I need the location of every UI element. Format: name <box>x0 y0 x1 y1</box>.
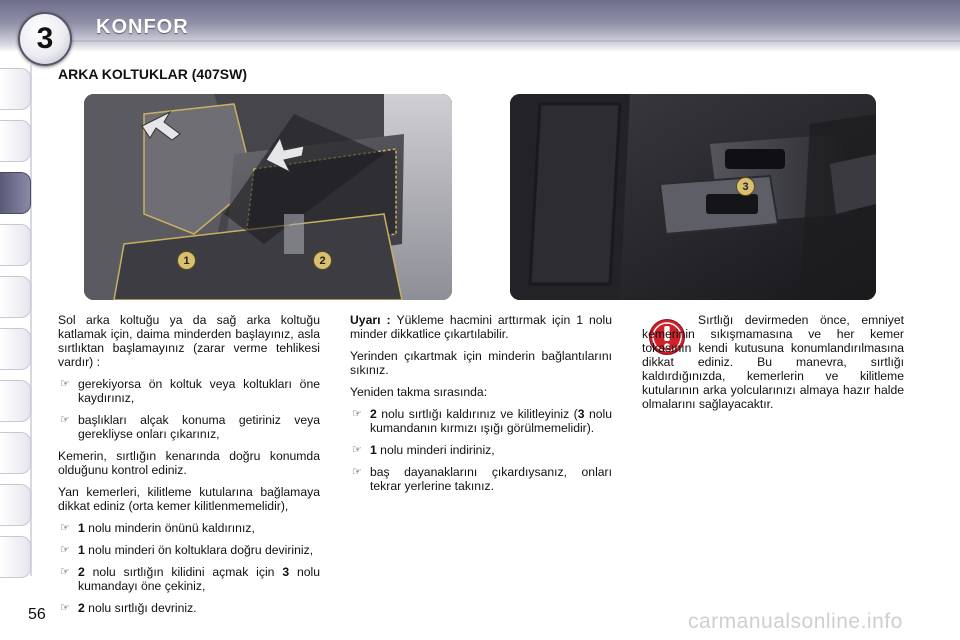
hand-pointer-icon: ☞ <box>60 378 70 390</box>
chapter-tab-rail <box>0 64 34 576</box>
step-text: nolu kumandanın kırmızı ışığı görülmemelidir). <box>370 407 612 435</box>
intro-paragraph: Sol arka koltuğu ya da sağ arka koltuğu katlamak için, daima minderden başlayınız, asla sırtlıktan başlamayınız (zarar verme tehlikesi vardır) : <box>58 313 320 369</box>
step-text: nolu minderi ön koltuklara doğru deviriniz, <box>84 543 314 557</box>
hand-pointer-icon: ☞ <box>60 602 70 614</box>
rear-seat-fold-illustration <box>84 94 452 300</box>
step-item <box>350 443 612 457</box>
warning-label: Uyarı : <box>350 313 397 327</box>
hand-pointer-icon: ☞ <box>60 566 70 578</box>
chapter-tab-1[interactable] <box>0 68 31 110</box>
header-rule <box>52 40 960 42</box>
chapter-tab-3-active[interactable] <box>0 172 31 214</box>
step-text: nolu sırtlığı kaldırınız ve kilitleyiniz ( <box>376 407 578 421</box>
callout-3: 3 <box>736 177 755 196</box>
bullet-text: gerekiyorsa ön koltuk veya koltukları öne kaydırınız, <box>78 377 320 405</box>
chapter-title: KONFOR <box>96 16 189 38</box>
chapter-tab-9[interactable] <box>0 484 31 526</box>
callout-1: 1 <box>177 251 196 270</box>
step-number: 1 <box>78 543 85 557</box>
step-item <box>58 565 320 593</box>
step-text: nolu minderi indiriniz, <box>376 443 495 457</box>
chapter-tab-5[interactable] <box>0 276 31 318</box>
step-text: nolu sırtlığın kilidini açmak için <box>84 565 283 579</box>
hand-pointer-icon: ☞ <box>60 414 70 426</box>
instructions-column-1 <box>58 313 320 623</box>
chapter-tab-6[interactable] <box>0 328 31 370</box>
removal-paragraph: Yerinden çıkartmak için minderin bağlantılarını sıkınız. <box>350 349 612 377</box>
hand-pointer-icon: ☞ <box>60 544 70 556</box>
chapter-tab-7[interactable] <box>0 380 31 422</box>
step-number: 3 <box>282 565 290 579</box>
step-number: 2 <box>370 407 377 421</box>
step-text: nolu minderin önünü kaldırınız, <box>84 521 255 535</box>
warning-text: Yükleme hacmini arttırmak için 1 nolu minder dikkatlice çıkartılabilir. <box>350 313 613 341</box>
hand-pointer-icon: ☞ <box>352 444 362 456</box>
callout-2: 2 <box>313 251 332 270</box>
belt-check-paragraph: Kemerin, sırtlığın kenarında doğru konumda olduğunu kontrol ediniz. <box>58 449 320 477</box>
caution-paragraph: Sırtlığı devirmeden önce, emniyet kemerinin sıkışmamasına ve her kemer tokasının kendi kutusuna konumlandırılmasına dikkat ediniz. Bu manevra, sırtlığı kaldırdığınızda, kemerlerin ve kilitleme kutularının arka yolcularınızı almaya hazır halde olmalarını sağlayacaktır. <box>642 313 904 411</box>
step-item <box>58 543 320 557</box>
hand-pointer-icon: ☞ <box>352 466 362 478</box>
hand-pointer-icon: ☞ <box>60 522 70 534</box>
step-number: 2 <box>78 601 85 615</box>
chapter-tab-4[interactable] <box>0 224 31 266</box>
bullet-item <box>58 413 320 441</box>
warning-paragraph <box>350 313 612 341</box>
chapter-tab-10[interactable] <box>0 536 31 578</box>
caution-column <box>642 313 904 419</box>
side-belts-paragraph: Yan kemerleri, kilitleme kutularına bağlamaya dikkat ediniz (orta kemer kilitlenmemelidir), <box>58 485 320 513</box>
step-text: baş dayanaklarını çıkardıysanız, onları tekrar yerlerine takınız. <box>370 465 612 493</box>
hand-pointer-icon: ☞ <box>352 408 362 420</box>
page-number: 56 <box>28 606 46 623</box>
backrest-release-illustration <box>510 94 876 300</box>
step-number: 1 <box>370 443 377 457</box>
step-item <box>58 521 320 535</box>
section-title: ARKA KOLTUKLAR (407SW) <box>58 66 247 82</box>
bullet-text: başlıkları alçak konuma getiriniz veya gerekliyse onları çıkarınız, <box>78 413 320 441</box>
step-item <box>350 465 612 493</box>
step-text: nolu kumandayı öne çekiniz, <box>78 565 320 593</box>
chapter-tab-2[interactable] <box>0 120 31 162</box>
step-number: 1 <box>78 521 85 535</box>
chapter-tab-8[interactable] <box>0 432 31 474</box>
bullet-item <box>58 377 320 405</box>
chapter-number-badge: 3 <box>18 12 72 66</box>
step-number: 3 <box>577 407 585 421</box>
step-number: 2 <box>78 565 85 579</box>
step-item <box>58 601 320 615</box>
watermark: carmanualsonline.info <box>688 610 903 633</box>
rear-seat-fold-photo <box>84 94 452 300</box>
step-item <box>350 407 612 435</box>
instructions-column-2 <box>350 313 612 501</box>
step-text: nolu sırtlığı devriniz. <box>84 601 197 615</box>
refit-heading: Yeniden takma sırasında: <box>350 385 488 399</box>
backrest-release-photo <box>510 94 876 300</box>
